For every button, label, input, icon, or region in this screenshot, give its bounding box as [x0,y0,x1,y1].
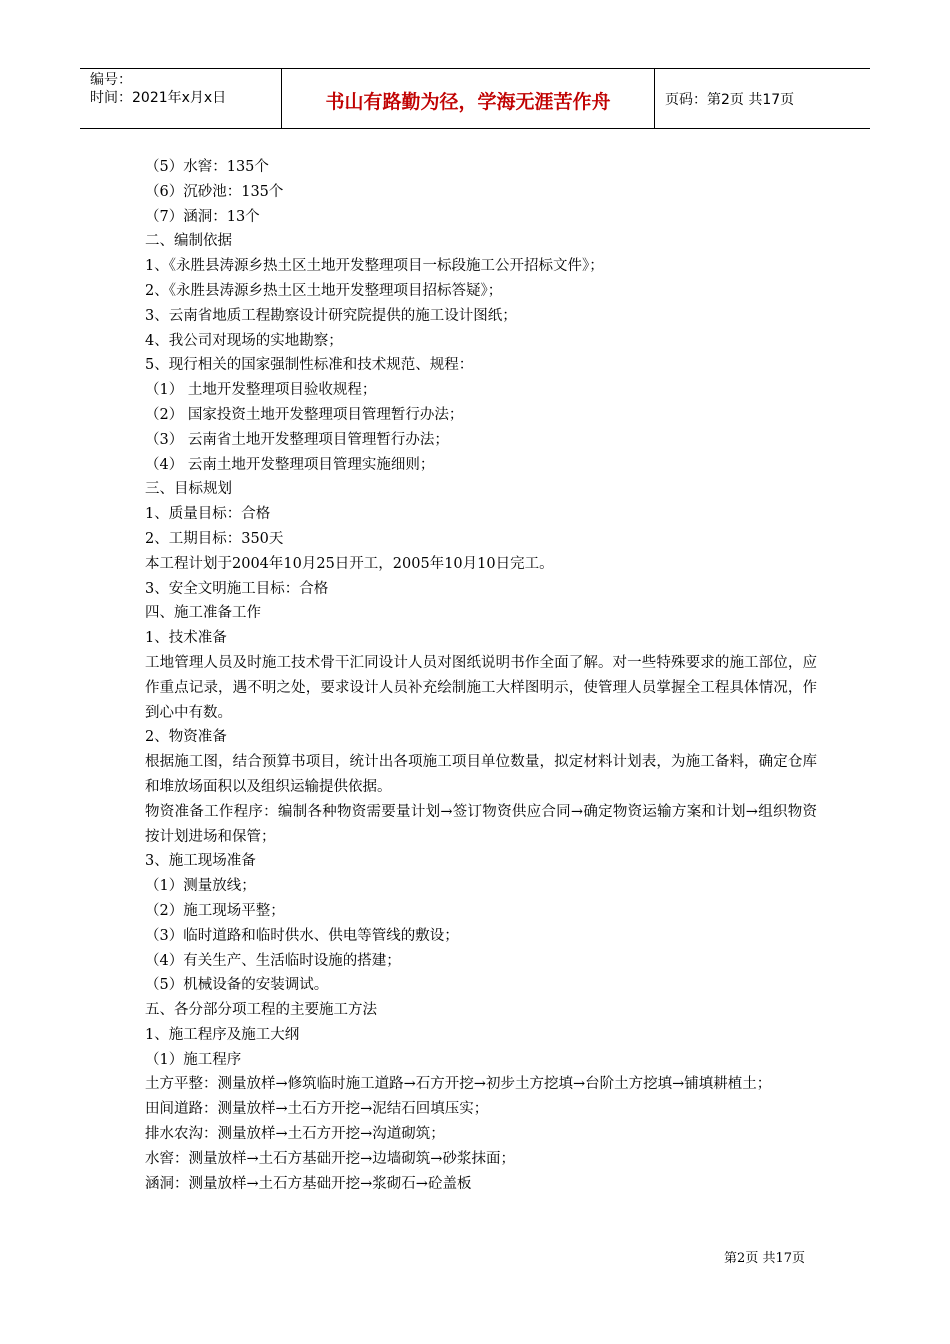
body-line: 排水农沟：测量放样→土石方开挖→沟道砌筑； [145,1126,445,1143]
body-line: （3）临时道路和临时供水、供电等管线的敷设； [145,927,459,944]
body-line: 5、现行相关的国家强制性标准和技术规范、规程： [145,357,474,374]
body-line: （2） 国家投资土地开发整理项目管理暂行办法； [145,406,464,423]
body-line: 3、施工现场准备 [145,853,256,870]
body-line: 2、工期目标：350天 [145,530,284,547]
page-header [80,68,870,129]
header-meta [80,69,282,128]
body-line: （6）沉砂池：135个 [145,183,284,200]
body-line: 田间道路：测量放样→土石方开挖→泥结石回填压实； [145,1101,489,1118]
body-line: 四、施工准备工作 [145,605,261,622]
body-line: （2）施工现场平整； [145,902,285,919]
body-line: （1） 土地开发整理项目验收规程； [145,382,377,399]
body-line: （3） 云南省土地开发整理项目管理暂行办法； [145,431,449,448]
body-line: 3、安全文明施工目标：合格 [145,580,329,597]
body-line: 1、《永胜县涛源乡热土区土地开发整理项目一标段施工公开招标文件》； [145,258,604,275]
body-line: （7）涵洞：13个 [145,208,260,225]
body-paragraph: 根据施工图，结合预算书项目，统计出各项施工项目单位数量，拟定材料计划表，为施工备料，确定仓库和堆放场面积以及组织运输提供依据。 [145,754,817,795]
body-line: （5）机械设备的安装调试。 [145,977,329,994]
body-paragraph: 土方平整：测量放样→修筑临时施工道路→石方开挖→初步土方挖填→台阶土方挖填→铺填耕植土； [145,1076,772,1093]
page-footer: 第2页 共17页 [724,1251,805,1266]
header-date: 时间：2021年x月x日 [90,90,227,106]
body-line: 二、编制依据 [145,233,232,250]
body-line: 2、《永胜县涛源乡热土区土地开发整理项目招标答疑》； [145,282,503,299]
body-line: 2、物资准备 [145,729,227,746]
body-line: （4）有关生产、生活临时设施的搭建； [145,952,401,969]
document-body [145,155,817,1196]
body-line: 三、目标规划 [145,481,232,498]
header-serial-label: 编号： [90,72,132,88]
body-line: 五、各分部分项工程的主要施工方法 [145,1002,377,1019]
body-line: （4） 云南土地开发整理项目管理实施细则； [145,456,435,473]
body-line: 1、施工程序及施工大纲 [145,1026,300,1043]
body-line: 1、质量目标：合格 [145,506,271,523]
body-line: （1）施工程序 [145,1051,242,1068]
body-line: 涵洞：测量放样→土石方基础开挖→浆砌石→砼盖板 [145,1175,472,1192]
header-page-info: 页码：第2页 共17页 [665,91,795,108]
body-line: 3、云南省地质工程勘察设计研究院提供的施工设计图纸； [145,307,517,324]
body-paragraph: 工地管理人员及时施工技术骨干汇同设计人员对图纸说明书作全面了解。对一些特殊要求的施工部位，应作重点记录，遇不明之处，要求设计人员补充绘制施工大样图明示，使管理人员掌握全工程具体情况，作到心中有数。 [145,654,817,721]
body-line: 水窖：测量放样→土石方基础开挖→边墙砌筑→砂浆抹面； [145,1150,515,1167]
body-line: 本工程计划于2004年10月25日开工，2005年10月10日完工。 [145,555,554,572]
body-line: （1）测量放线； [145,878,256,895]
header-motto: 书山有路勤为径，学海无涯苦作舟 [282,69,655,128]
body-line: （5）水窖：135个 [145,159,269,175]
body-paragraph: 物资准备工作程序：编制各种物资需要量计划→签订物资供应合同→确定物资运输方案和计划→组织物资按计划进场和保管； [145,803,817,845]
body-line: 4、我公司对现场的实地勘察； [145,332,343,349]
body-line: 1、技术准备 [145,630,227,647]
